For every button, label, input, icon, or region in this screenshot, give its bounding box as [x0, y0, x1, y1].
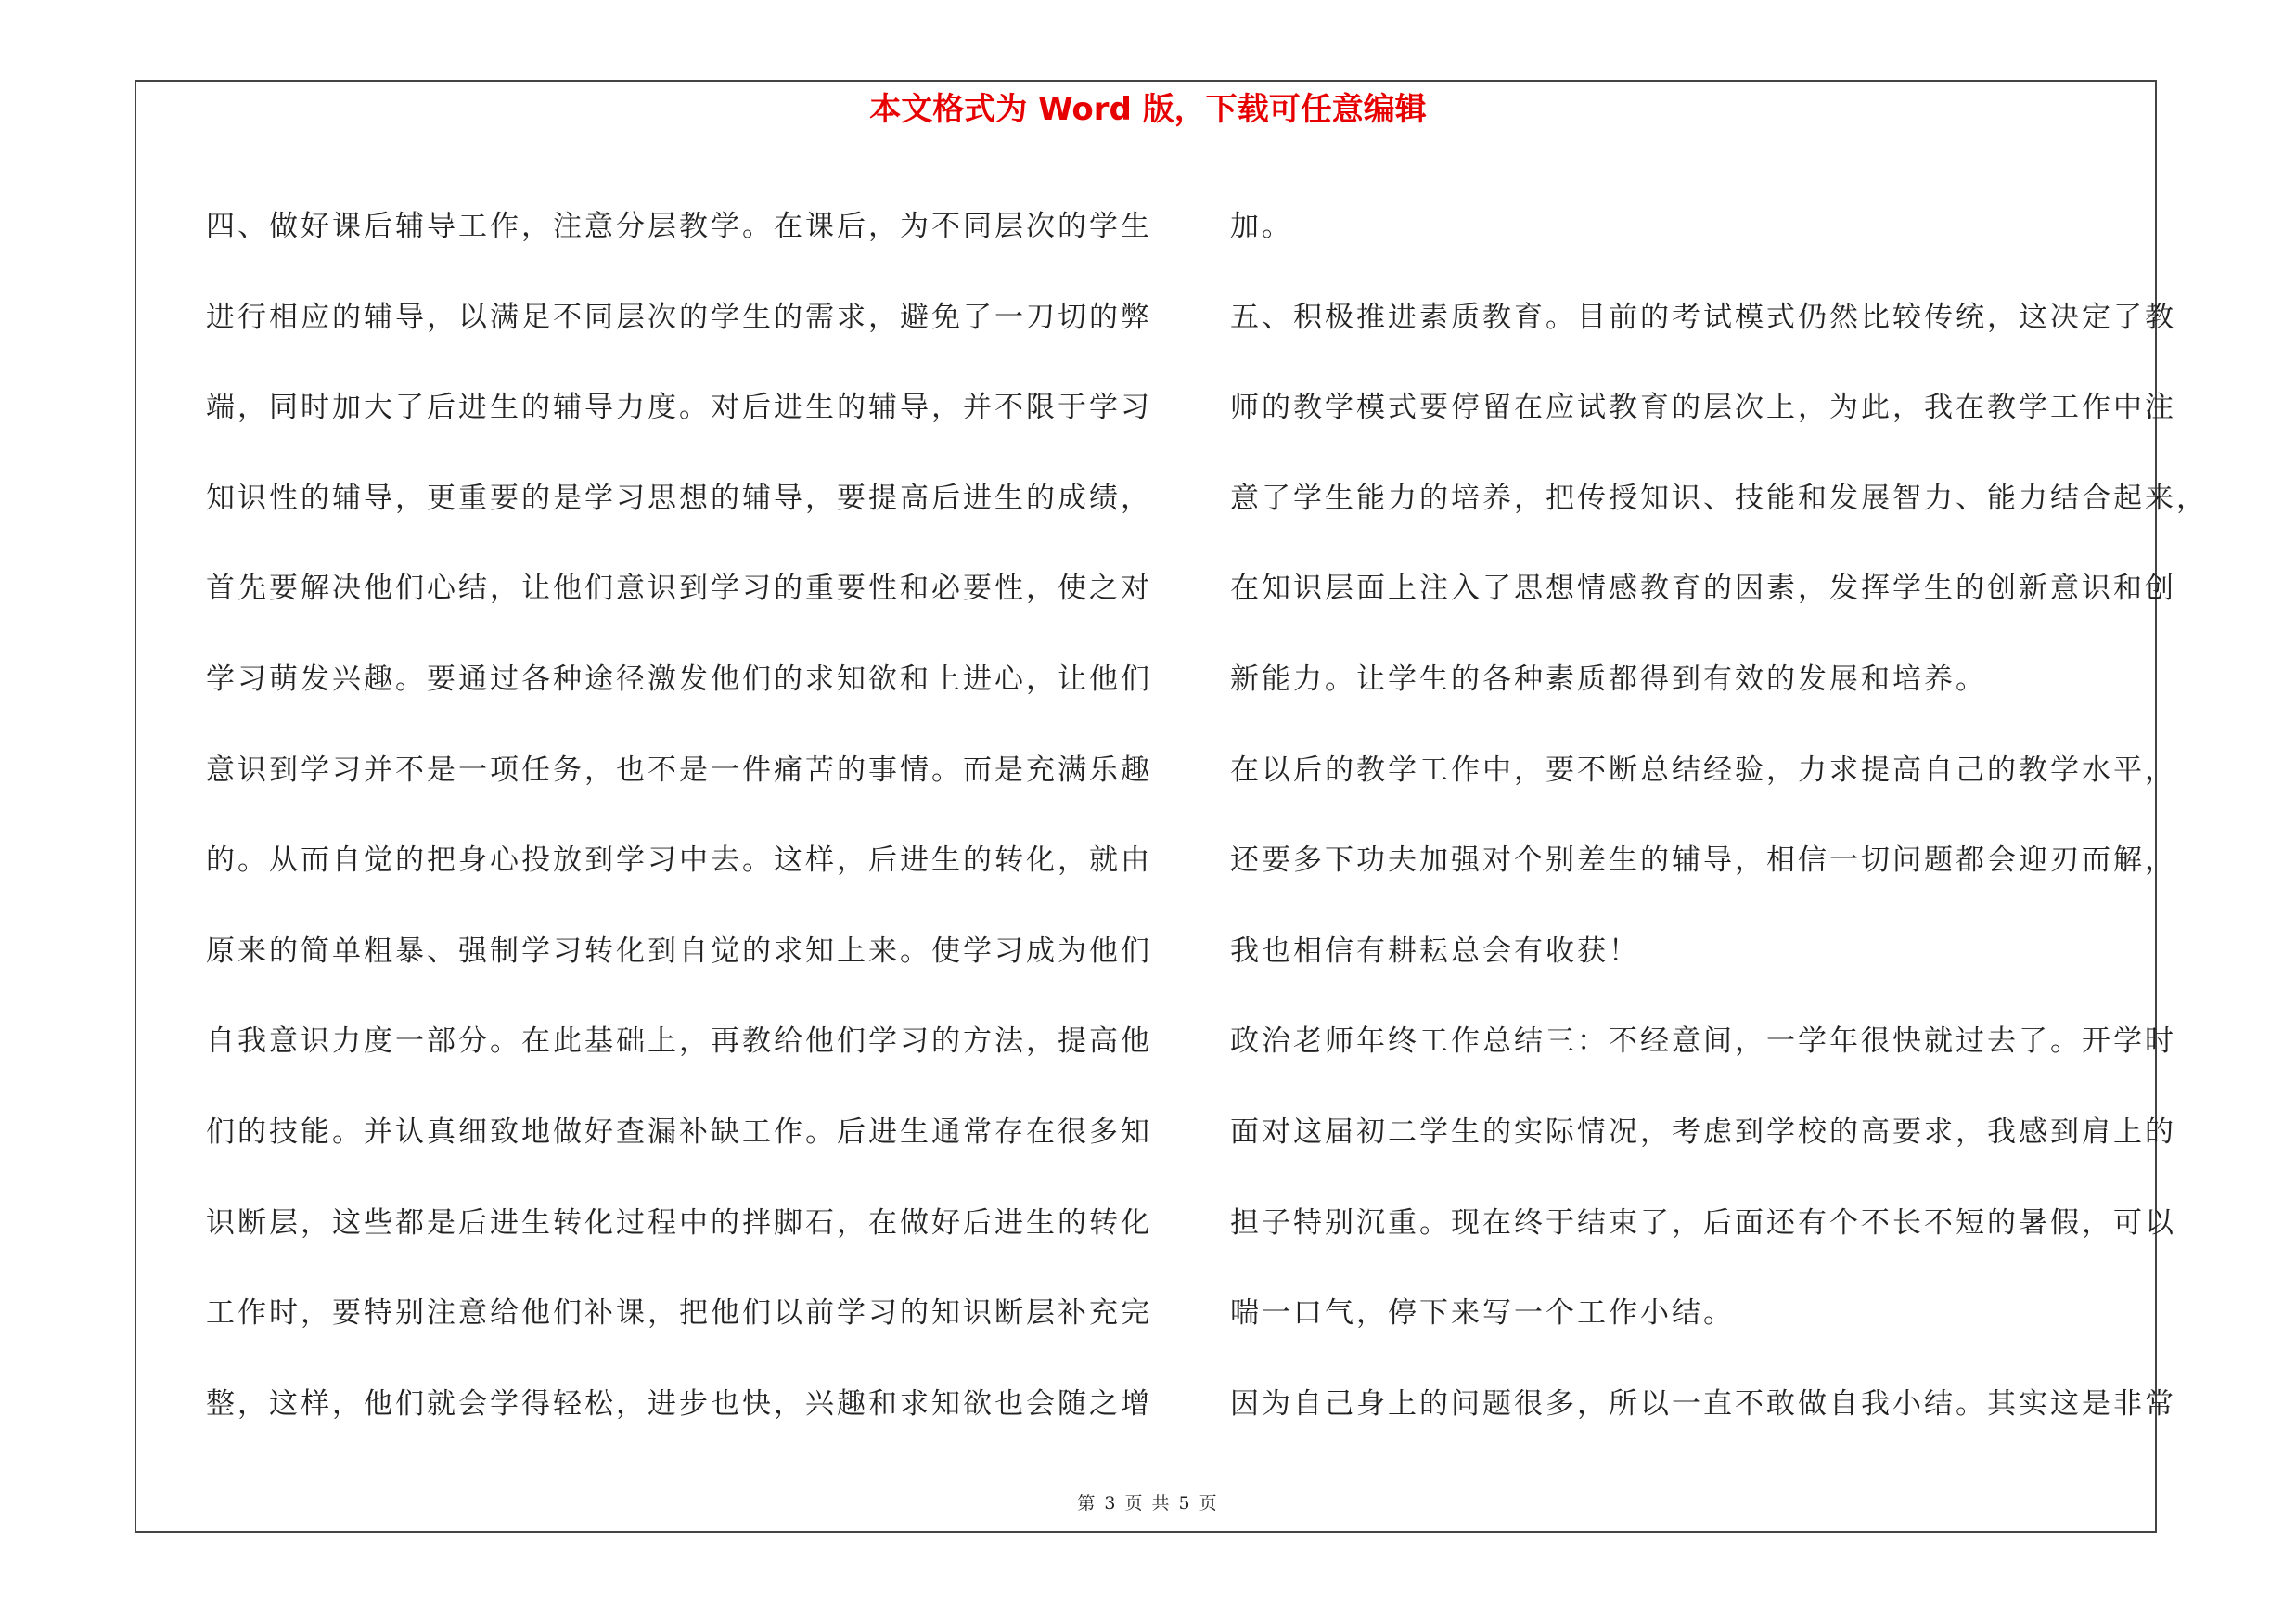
text-line: 在以后的教学工作中，要不断总结经验，力求提高自己的教学水平，: [1230, 753, 2176, 787]
left-text-column: [206, 182, 1152, 1449]
text-line: 政治老师年终工作总结三：不经意间，一学年很快就过去了。开学时: [1230, 1024, 2176, 1059]
text-line: 意了学生能力的培养，把传授知识、技能和发展智力、能力结合起来，: [1230, 481, 2208, 515]
text-line: 的。从而自觉的把身心投放到学习中去。这样，后进生的转化，就由: [206, 844, 1152, 878]
text-line: 面对这届初二学生的实际情况，考虑到学校的高要求，我感到肩上的: [1230, 1114, 2176, 1149]
text-line: 师的教学模式要停留在应试教育的层次上，为此，我在教学工作中注: [1230, 391, 2176, 425]
text-line: 加。: [1230, 210, 1293, 243]
text-line: 还要多下功夫加强对个别差生的辅导，相信一切问题都会迎刃而解，: [1230, 844, 2176, 878]
text-line: 整，这样，他们就会学得轻松，进步也快，兴趣和求知欲也会随之增: [206, 1386, 1152, 1421]
page-number-footer: 第 3 页 共 5 页: [1077, 1493, 1219, 1514]
text-line: 在知识层面上注入了思想情感教育的因素，发挥学生的创新意识和创: [1230, 572, 2176, 606]
text-line: 我也相信有耕耘总会有收获！: [1230, 934, 1640, 968]
text-line: 们的技能。并认真细致地做好查漏补缺工作。后进生通常存在很多知: [206, 1114, 1152, 1149]
text-line: 意识到学习并不是一项任务，也不是一件痛苦的事情。而是充满乐趣: [206, 753, 1152, 787]
text-line: 四、做好课后辅导工作，注意分层教学。在课后，为不同层次的学生: [206, 210, 1152, 243]
text-line: 首先要解决他们心结，让他们意识到学习的重要性和必要性，使之对: [206, 572, 1152, 606]
text-line: 原来的简单粗暴、强制学习转化到自觉的求知上来。使学习成为他们: [206, 934, 1152, 968]
text-line: 自我意识力度一部分。在此基础上，再教给他们学习的方法，提高他: [206, 1024, 1152, 1059]
text-line: 进行相应的辅导，以满足不同层次的学生的需求，避免了一刀切的弊: [206, 300, 1152, 334]
word-format-banner: 本文格式为 Word 版，下载可任意编辑: [869, 91, 1427, 128]
text-line: 端，同时加大了后进生的辅导力度。对后进生的辅导，并不限于学习: [206, 391, 1152, 425]
text-line: 工作时，要特别注意给他们补课，把他们以前学习的知识断层补充完: [206, 1296, 1152, 1331]
right-text-column: [1230, 182, 2208, 1449]
text-line: 五、积极推进素质教育。目前的考试模式仍然比较传统，这决定了教: [1230, 300, 2176, 334]
text-line: 担子特别沉重。现在终于结束了，后面还有个不长不短的暑假，可以: [1230, 1205, 2176, 1240]
text-line: 识断层，这些都是后进生转化过程中的拌脚石，在做好后进生的转化: [206, 1205, 1152, 1240]
text-line: 新能力。让学生的各种素质都得到有效的发展和培养。: [1230, 662, 1987, 696]
text-line: 知识性的辅导，更重要的是学习思想的辅导，要提高后进生的成绩，: [206, 481, 1152, 515]
text-line: 学习萌发兴趣。要通过各种途径激发他们的求知欲和上进心，让他们: [206, 662, 1152, 696]
text-line: 喘一口气，停下来写一个工作小结。: [1230, 1296, 1735, 1331]
text-line: 因为自己身上的问题很多，所以一直不敢做自我小结。其实这是非常: [1230, 1386, 2176, 1421]
